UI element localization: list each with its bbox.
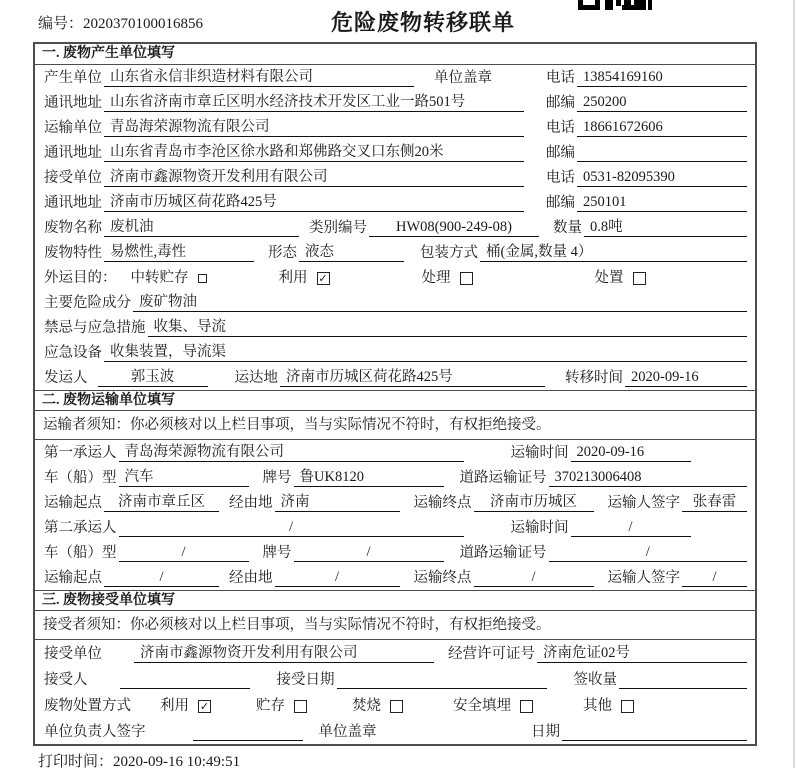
origin2-label: 运输起点 — [44, 570, 102, 586]
plate2-value: / — [294, 543, 444, 562]
address-value: 山东省青岛市李沧区徐水路和郑佛路交叉口东侧20米 — [104, 143, 524, 162]
origin1-label: 运输起点 — [44, 495, 102, 511]
phone-value: 13854169160 — [577, 68, 747, 87]
section-producer — [35, 44, 755, 390]
row-disposal — [35, 692, 755, 718]
waste-name-label: 废物名称 — [44, 220, 102, 236]
license2-label: 道路运输证号 — [459, 545, 547, 561]
phone-label: 电话 — [546, 120, 575, 136]
accept-date-value — [337, 671, 547, 689]
phone-value: 18661672606 — [577, 118, 747, 137]
sign1-value: 张春雷 — [682, 493, 747, 512]
transporter-value: 青岛海荣源物流有限公司 — [104, 118, 524, 137]
row-shipper — [35, 365, 755, 390]
permit-value: 济南危证02号 — [537, 644, 747, 663]
print-time-value: 2020-09-16 10:49:51 — [113, 754, 241, 770]
license1-value: 370213006408 — [549, 468, 748, 487]
destination-value: 济南市历城区荷花路425号 — [280, 368, 545, 387]
phone-label: 电话 — [546, 170, 575, 186]
hazard-value: 废矿物油 — [133, 293, 747, 312]
sign2-label: 运输人签字 — [607, 570, 680, 586]
category-label: 类别编号 — [309, 220, 367, 236]
address-label: 通讯地址 — [44, 95, 102, 111]
category-value: HW08(900-249-08) — [369, 218, 539, 237]
row-emergency — [35, 315, 755, 340]
transport-notice: 运输者须知：你必须核对以上栏目事项，当与实际情况不符时，有权拒绝接受。 — [35, 411, 755, 440]
acceptor-label: 接受人 — [44, 672, 88, 688]
checkbox-option-label: 利用 — [278, 270, 308, 286]
manifest-form — [33, 42, 757, 746]
origin2-value: / — [104, 568, 219, 587]
row-manager-sign — [35, 718, 755, 744]
checkbox-option-label: 其他 — [583, 698, 612, 714]
row-route2 — [35, 565, 755, 590]
vehicle1-label: 车（船）型 — [44, 470, 117, 486]
character-label: 废物特性 — [44, 245, 102, 261]
section-receive-title: 三. 废物接受单位填写 — [35, 590, 755, 611]
equipment-label: 应急设备 — [44, 345, 102, 361]
receive-notice: 接受者须知：你必须核对以上栏目事项，当与实际情况不符时，有权拒绝接受。 — [35, 611, 755, 640]
checkbox-unchecked-icon — [390, 700, 403, 713]
row-producer-address — [35, 90, 755, 115]
row-producer — [35, 65, 755, 90]
producer-value: 山东省永信非织造材料有限公司 — [104, 68, 414, 87]
transport-time-value: / — [571, 518, 691, 537]
checkbox-option — [583, 697, 634, 715]
section-transport — [35, 390, 755, 590]
manager-sign-label: 单位负责人签字 — [44, 724, 146, 740]
transport-time-label: 运输时间 — [510, 445, 569, 461]
checkbox-unchecked-icon — [621, 700, 634, 713]
acceptor-value — [120, 671, 250, 689]
phone-label: 电话 — [546, 70, 575, 86]
producer-label: 产生单位 — [44, 70, 102, 86]
checkbox-option-label: 中转贮存 — [130, 270, 189, 286]
date-label: 日期 — [531, 724, 560, 740]
plate2-label: 牌号 — [262, 545, 292, 561]
disposal-checkbox-group — [133, 697, 747, 715]
row-transporter — [35, 115, 755, 140]
character-value: 易燃性,毒性 — [104, 243, 254, 262]
transport-time-label: 运输时间 — [510, 520, 569, 536]
row-receiver — [35, 165, 755, 190]
date-value — [562, 723, 747, 741]
origin1-value: 济南市章丘区 — [104, 493, 219, 512]
checkbox-option — [160, 697, 211, 715]
sign1-label: 运输人签字 — [607, 495, 680, 511]
phone-value: 0531-82095390 — [577, 168, 747, 187]
checkbox-option-label: 利用 — [160, 698, 189, 714]
row-waste-character — [35, 240, 755, 265]
row-receiver-address — [35, 190, 755, 215]
manager-sign-value — [193, 723, 303, 741]
via2-label: 经由地 — [229, 570, 273, 586]
zip-label: 邮编 — [546, 195, 575, 211]
row-purpose — [35, 265, 755, 290]
serial-label: 编号： — [38, 16, 84, 32]
hazard-label: 主要危险成分 — [44, 295, 131, 311]
license1-label: 道路运输证号 — [459, 470, 547, 486]
plate1-value: 鲁UK8120 — [294, 468, 444, 487]
checkbox-unchecked-icon — [460, 272, 473, 285]
qr-code-fragment-icon — [578, 0, 652, 10]
checkbox-option — [422, 269, 473, 287]
transfer-time-label: 转移时间 — [565, 370, 623, 386]
checkbox-unchecked-icon — [198, 274, 207, 283]
end2-value: / — [474, 568, 594, 587]
end1-value: 济南市历城区 — [474, 493, 594, 512]
destination-label: 运达地 — [234, 370, 278, 386]
checkbox-unchecked-icon — [633, 272, 646, 285]
packaging-value: 桶(金属,数量 4） — [480, 243, 747, 262]
row-hazard — [35, 290, 755, 315]
accept-date-label: 接受日期 — [276, 672, 335, 688]
zip-label: 邮编 — [546, 95, 575, 111]
checkbox-option-label: 处置 — [594, 270, 624, 286]
transfer-time-value: 2020-09-16 — [625, 368, 747, 387]
purpose-label: 外运目的： — [44, 270, 117, 286]
purpose-checkbox-group — [119, 269, 748, 287]
zip-label: 邮编 — [546, 145, 575, 161]
checkbox-unchecked-icon — [520, 700, 533, 713]
transport-time-value: 2020-09-16 — [571, 443, 691, 462]
row-carrier2 — [35, 515, 755, 540]
permit-label: 经营许可证号 — [448, 646, 535, 662]
sign2-value: / — [682, 568, 747, 587]
carrier2-value: / — [119, 518, 464, 537]
checkbox-option — [453, 697, 533, 715]
received-qty-value — [619, 671, 747, 689]
carrier2-label: 第二承运人 — [44, 520, 117, 536]
transporter-label: 运输单位 — [44, 120, 102, 136]
unit-seal-label: 单位盖章 — [434, 70, 492, 86]
checkbox-option-label: 安全填埋 — [453, 698, 511, 714]
quantity-value: 0.8吨 — [584, 218, 747, 237]
emergency-label: 禁忌与应急措施 — [44, 320, 146, 336]
vehicle2-value: / — [119, 543, 249, 562]
row-transporter-address — [35, 140, 755, 165]
serial-value: 2020370100016856 — [83, 16, 204, 32]
emergency-value: 收集、导流 — [148, 318, 748, 337]
row-receive-unit — [35, 640, 755, 666]
disposal-label: 废物处置方式 — [44, 698, 131, 714]
checkbox-option — [256, 697, 307, 715]
address-value: 济南市历城区荷花路425号 — [104, 193, 524, 212]
checkbox-checked-icon: ✓ — [318, 272, 328, 285]
receiver-value: 济南市鑫源物资开发利用有限公司 — [104, 168, 524, 187]
received-qty-label: 签收量 — [573, 672, 617, 688]
section-producer-title: 一. 废物产生单位填写 — [35, 44, 755, 65]
form-value: 液态 — [299, 243, 404, 262]
row-acceptor — [35, 666, 755, 692]
print-time-label: 打印时间： — [38, 754, 114, 770]
checkbox-checked-icon: ✓ — [199, 700, 210, 713]
row-carrier1 — [35, 440, 755, 465]
end2-label: 运输终点 — [413, 570, 472, 586]
address-value: 山东省济南市章丘区明水经济技术开发区工业一路501号 — [104, 93, 524, 112]
checkbox-option-label: 处理 — [421, 270, 451, 286]
row-vehicle1 — [35, 465, 755, 490]
quantity-label: 数量 — [553, 220, 582, 236]
address-label: 通讯地址 — [44, 145, 102, 161]
checkbox-option — [131, 269, 207, 287]
carrier1-label: 第一承运人 — [44, 445, 117, 461]
address-label: 通讯地址 — [44, 195, 102, 211]
zip-value: 250101 — [577, 193, 747, 212]
waste-name-value: 废机油 — [104, 218, 299, 237]
receiver-label: 接受单位 — [44, 170, 102, 186]
checkbox-unchecked-icon — [294, 700, 307, 713]
license2-value: / — [549, 543, 748, 562]
via1-label: 经由地 — [229, 495, 273, 511]
zip-value — [577, 144, 747, 162]
packaging-label: 包装方式 — [420, 245, 478, 261]
checkbox-option-label: 焚烧 — [352, 698, 381, 714]
end1-label: 运输终点 — [413, 495, 472, 511]
vehicle2-label: 车（船）型 — [44, 545, 117, 561]
shipper-value: 郭玉波 — [98, 368, 208, 387]
vehicle1-value: 汽车 — [119, 468, 249, 487]
unit-seal-label: 单位盖章 — [318, 724, 377, 740]
row-equipment — [35, 340, 755, 365]
page-title: 危险废物转移联单 — [330, 10, 515, 35]
receive-unit-value: 济南市鑫源物资开发利用有限公司 — [134, 644, 434, 663]
receive-unit-label: 接受单位 — [44, 646, 102, 662]
via2-value: / — [275, 568, 400, 587]
shipper-label: 发运人 — [44, 370, 88, 386]
section-receive — [35, 590, 755, 744]
page-edge-line — [793, 0, 795, 768]
row-route1 — [35, 490, 755, 515]
carrier1-value: 青岛海荣源物流有限公司 — [119, 443, 464, 462]
checkbox-option-label: 贮存 — [256, 698, 285, 714]
checkbox-option — [279, 269, 330, 287]
zip-value: 250200 — [577, 93, 747, 112]
via1-value: 济南 — [275, 493, 400, 512]
equipment-value: 收集装置，导流渠 — [104, 343, 747, 362]
row-vehicle2 — [35, 540, 755, 565]
plate1-label: 牌号 — [262, 470, 292, 486]
row-waste-name — [35, 215, 755, 240]
checkbox-option — [595, 269, 646, 287]
section-transport-title: 二. 废物运输单位填写 — [35, 390, 755, 411]
checkbox-option — [352, 697, 403, 715]
form-label: 形态 — [268, 245, 297, 261]
